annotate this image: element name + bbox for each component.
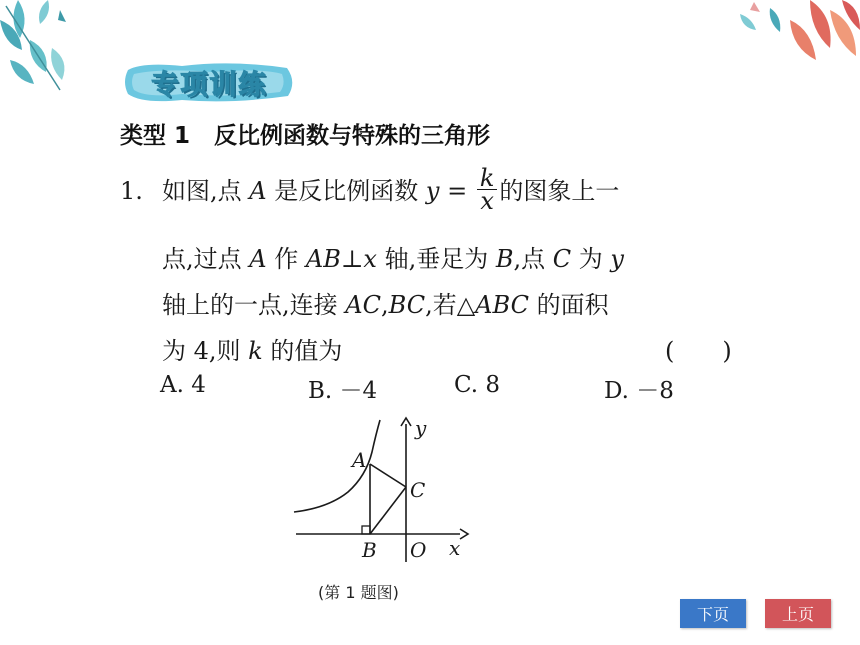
choice-value: －8 [636,378,674,404]
problem-number: 1. [120,177,143,205]
choice-letter: C. [454,372,479,398]
text-segment: 如图,点 [162,177,250,205]
section-title: 反比例函数与特殊的三角形 [214,123,491,149]
problem-line-2 [162,236,624,282]
equals-sign: = [439,177,475,205]
text-segment: 作 [266,245,306,273]
point-var: B [495,245,514,273]
perpendicular-symbol: ⊥ [340,245,364,273]
x-axis-arrow-icon [460,529,468,539]
choice-letter: D. [604,378,629,404]
problem-line-4 [162,328,342,374]
choice-a [160,372,206,398]
section-banner [122,60,297,104]
section-heading [120,117,490,150]
text-segment: , [380,291,389,319]
text-segment: 轴上的一点,连接 [162,291,346,319]
point-var: C [552,245,572,273]
text-segment: ,若△ [425,291,476,319]
problem-line-3 [162,282,609,328]
problem-line-1 [162,164,620,215]
var-y: y [425,177,440,205]
banner-title: 专项训练 [151,69,268,101]
section-label: 类型 1 [120,123,191,149]
answer-blank: ( ) [665,337,732,365]
triangle-var: ABC [475,291,529,319]
choice-letter: A. [160,372,184,398]
text-segment: 轴,垂足为 [376,245,496,273]
choice-value: 8 [485,372,501,398]
right-angle-mark [362,526,370,534]
text-segment: 的面积 [528,291,609,319]
segment-ac [370,464,406,487]
next-page-button[interactable]: 下页 [680,599,746,628]
var-x: x [363,245,377,273]
choice-b [308,372,377,405]
figure-caption: (第 1 题图) [318,583,399,602]
text-segment: ,点 [513,245,553,273]
choice-value: －4 [339,378,378,404]
choice-letter: B. [308,378,333,404]
label-c: C [410,478,426,502]
text-segment: 点,过点 [162,245,250,273]
label-x: x [449,536,461,560]
point-var: A [249,177,267,205]
point-var: A [249,245,267,273]
segment-var: AB [305,245,341,273]
fraction-denominator: x [480,187,494,215]
choice-c [454,372,500,398]
leaf-decoration-icon [0,0,110,100]
text-segment: 是反比例函数 [266,177,426,205]
text-segment: 的值为 [262,337,343,365]
problem-figure [288,412,478,572]
fraction-numerator: k [477,167,498,190]
hyperbola-curve [294,420,380,512]
choice-d [604,372,674,405]
label-a: A [352,448,367,472]
leaf-decoration-icon [730,0,860,80]
fraction-k-over-x [477,164,498,215]
text-segment: 为 4,则 [162,337,249,365]
segment-var: BC [388,291,426,319]
text-segment: 为 [571,245,611,273]
label-o: O [410,538,427,562]
segment-bc [370,487,406,534]
text-segment: 的图象上一 [499,177,620,205]
choice-value: 4 [191,372,206,398]
segment-var: AC [345,291,381,319]
var-y: y [610,245,624,273]
label-b: B [362,538,377,562]
var-k: k [248,337,263,365]
label-y: y [415,416,427,440]
previous-page-button[interactable]: 上页 [765,599,831,628]
